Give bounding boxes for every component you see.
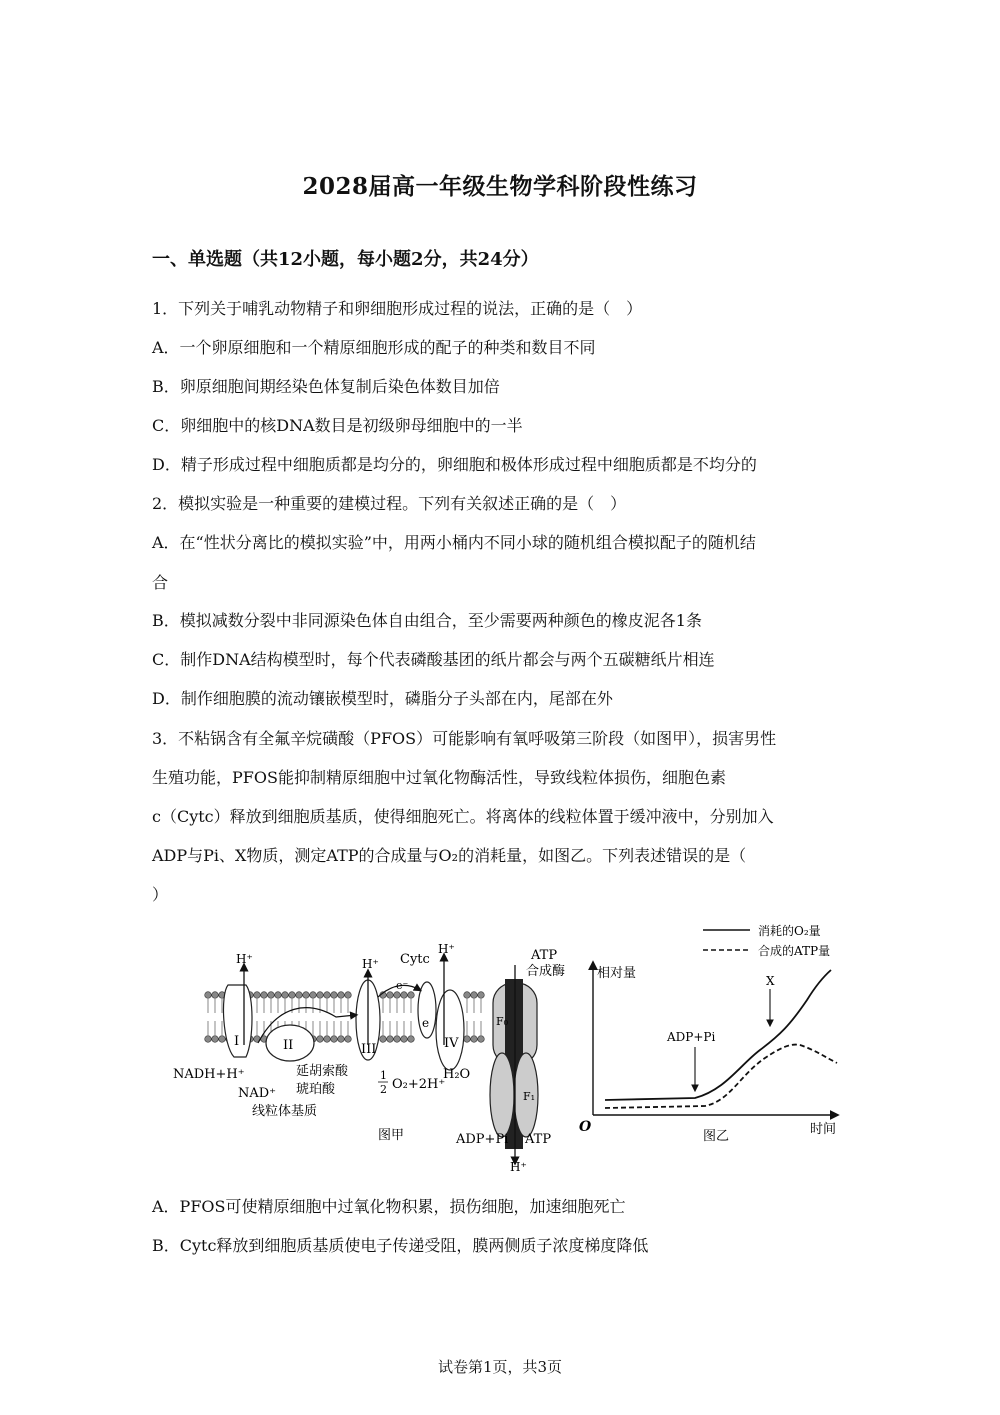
phospholipid-head — [324, 1036, 331, 1043]
phospholipid-head — [345, 992, 352, 999]
o2-fraction-denominator: 2 — [380, 1083, 387, 1096]
question-1-option-d: D．精子形成过程中细胞质都是均分的，卵细胞和极体形成过程中细胞质都是不均分的 — [152, 455, 757, 474]
phospholipid-head — [212, 992, 219, 999]
f0-label: F₀ — [496, 1015, 509, 1028]
nadh-label: NADH+H⁺ — [173, 1067, 245, 1082]
h-plus-label-2: H⁺ — [362, 957, 379, 971]
phospholipid-head — [394, 1036, 401, 1043]
phospholipid-head — [289, 992, 296, 999]
adp-pi-label: ADP+Pi — [456, 1132, 509, 1147]
complex-2-label: II — [283, 1038, 294, 1053]
phospholipid-head — [401, 992, 408, 999]
phospholipid-head — [408, 1036, 415, 1043]
phospholipid-head — [380, 1036, 387, 1043]
h-plus-label-4: H⁺ — [510, 1160, 527, 1174]
atp-synthase-f1-left — [490, 1053, 514, 1137]
complex-3-label: III — [361, 1042, 377, 1057]
question-3-stem-line-4: ADP与Pi、X物质，测定ATP的合成量与O₂的消耗量，如图乙。下列表述错误的是（ — [152, 846, 747, 865]
origin-label: O — [579, 1119, 592, 1135]
page-title: 2028届高一年级生物学科阶段性练习 — [302, 173, 698, 200]
question-3-stem-line-5: ） — [152, 885, 169, 904]
question-3-option-a: A．PFOS可使精原细胞中过氧化物积累，损伤细胞，加速细胞死亡 — [152, 1197, 626, 1216]
question-2-stem: 2．模拟实验是一种重要的建模过程。下列有关叙述正确的是（ ） — [152, 494, 627, 513]
phospholipid-head — [471, 992, 478, 999]
question-1-option-c: C．卵细胞中的核DNA数目是初级卵母细胞中的一半 — [152, 416, 523, 435]
figure-yi — [575, 915, 845, 1145]
h2o-label: H₂O — [443, 1067, 471, 1082]
atp-synthase-label: ATP — [531, 948, 558, 963]
electron-label: e⁻ — [396, 979, 409, 992]
fumarate-label: 延胡索酸 — [296, 1064, 349, 1079]
complex-1-label: I — [234, 1034, 240, 1049]
phospholipid-head — [387, 992, 394, 999]
o2-label: O₂+2H⁺ — [392, 1077, 446, 1092]
phospholipid-head — [471, 1036, 478, 1043]
phospholipid-head — [338, 1036, 345, 1043]
phospholipid-head — [401, 1036, 408, 1043]
legend-atp-label: 合成的ATP量 — [758, 944, 831, 958]
question-2-option-b: B．模拟减数分裂中非同源染色体自由组合，至少需要两种颜色的橡皮泥各1条 — [152, 611, 702, 630]
page-footer: 试卷第1页，共3页 — [437, 1358, 563, 1376]
question-1-option-b: B．卵原细胞间期经染色体复制后染色体数目加倍 — [152, 377, 500, 396]
phospholipid-head — [478, 992, 485, 999]
phospholipid-head — [205, 1036, 212, 1043]
question-1-stem: 1．下列关于哺乳动物精子和卵细胞形成过程的说法，正确的是（ ） — [152, 299, 643, 318]
figure-jia-caption: 图甲 — [378, 1128, 405, 1143]
question-2-option-a-cont: 合 — [152, 573, 169, 592]
phospholipid-head — [464, 1036, 471, 1043]
phospholipid-head — [275, 992, 282, 999]
legend-o2-label: 消耗的O₂量 — [758, 924, 821, 938]
figure-yi-caption: 图乙 — [703, 1129, 730, 1144]
phospholipid-head — [317, 992, 324, 999]
question-3-stem-line-2: 生殖功能，PFOS能抑制精原细胞中过氧化物酶活性，导致线粒体损伤，细胞色素 — [152, 768, 726, 787]
complex-4-shape — [436, 990, 464, 1070]
o2-fraction-numerator: 1 — [380, 1069, 387, 1082]
question-1-option-a: A．一个卵原细胞和一个精原细胞形成的配子的种类和数目不同 — [152, 338, 596, 357]
h-plus-label-3: H⁺ — [438, 942, 455, 956]
phospholipid-head — [345, 1036, 352, 1043]
phospholipid-head — [205, 992, 212, 999]
question-3-stem-line-1: 3．不粘锅含有全氟辛烷磺酸（PFOS）可能影响有氧呼吸第三阶段（如图甲），损害男性 — [152, 729, 777, 748]
f1-label: F₁ — [523, 1090, 536, 1103]
phospholipid-head — [464, 992, 471, 999]
phospholipid-head — [317, 1036, 324, 1043]
annotation-x: X — [766, 974, 775, 988]
phospholipid-head — [282, 992, 289, 999]
h-plus-label-1: H⁺ — [236, 952, 253, 966]
cytc-label: Cytc — [400, 952, 430, 967]
y-axis-label: 相对量 — [597, 966, 637, 981]
phospholipid-head — [219, 1036, 226, 1043]
phospholipid-head — [387, 1036, 394, 1043]
phospholipid-head — [212, 1036, 219, 1043]
annotation-adp-pi: ADP+Pi — [667, 1030, 716, 1044]
x-axis-label: 时间 — [810, 1122, 837, 1137]
phospholipid-head — [261, 992, 268, 999]
phospholipid-head — [310, 992, 317, 999]
complex-4-label: IV — [444, 1036, 459, 1051]
phospholipid-head — [268, 992, 275, 999]
phospholipid-head — [408, 992, 415, 999]
question-3-stem-line-3: c（Cytc）释放到细胞质基质，使得细胞死亡。将离体的线粒体置于缓冲液中，分别加入 — [152, 807, 774, 826]
phospholipid-head — [296, 992, 303, 999]
phospholipid-head — [303, 992, 310, 999]
e-label: e — [422, 1016, 430, 1030]
question-2-option-d: D．制作细胞膜的流动镶嵌模型时，磷脂分子头部在内，尾部在外 — [152, 689, 613, 708]
phospholipid-head — [338, 992, 345, 999]
figure-jia — [168, 935, 580, 1175]
nad-label: NAD⁺ — [238, 1086, 277, 1101]
phospholipid-head — [331, 1036, 338, 1043]
phospholipid-head — [331, 992, 338, 999]
succinate-label: 琥珀酸 — [296, 1082, 336, 1097]
matrix-label: 线粒体基质 — [252, 1104, 318, 1119]
atp-synthase-label-2: 合成酶 — [526, 964, 566, 979]
phospholipid-head — [254, 992, 261, 999]
phospholipid-head — [478, 1036, 485, 1043]
question-2-option-c: C．制作DNA结构模型时，每个代表磷酸基团的纸片都会与两个五碳糖纸片相连 — [152, 650, 715, 669]
phospholipid-head — [394, 992, 401, 999]
atp-label: ATP — [525, 1132, 552, 1147]
series-o2-line — [605, 970, 831, 1100]
question-3-option-b: B．Cytc释放到细胞质基质使电子传递受阻，膜两侧质子浓度梯度降低 — [152, 1236, 649, 1255]
question-2-option-a: A．在“性状分离比的模拟实验”中，用两小桶内不同小球的随机组合模拟配子的随机结 — [152, 533, 756, 552]
phospholipid-head — [324, 992, 331, 999]
section-heading: 一、单选题（共12小题，每小题2分，共24分） — [152, 249, 539, 270]
